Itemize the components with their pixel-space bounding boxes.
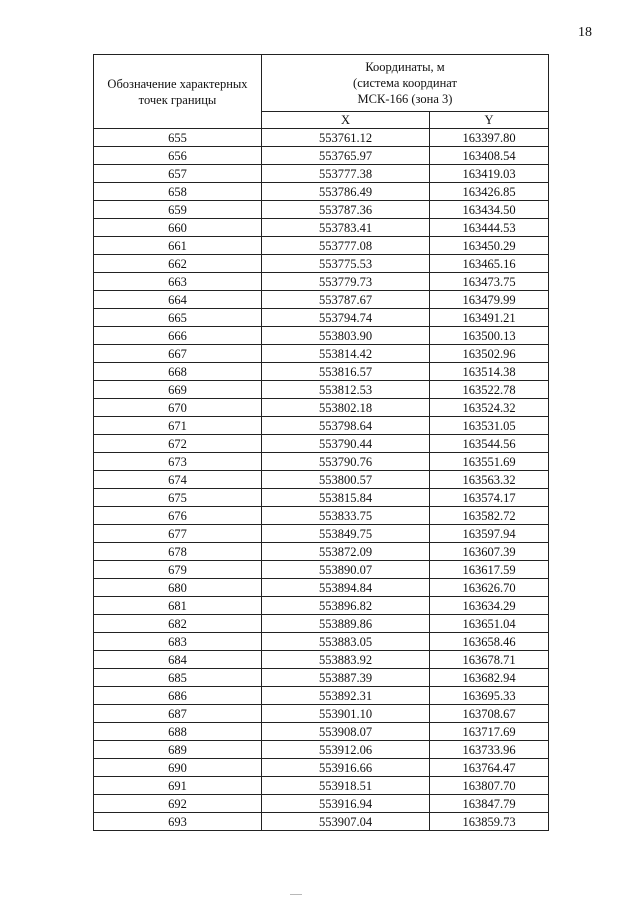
table-row bbox=[94, 471, 549, 489]
y-cell: 163733.96 bbox=[430, 741, 549, 759]
x-cell: 553883.92 bbox=[262, 651, 430, 669]
y-cell: 163717.69 bbox=[430, 723, 549, 741]
table-row bbox=[94, 651, 549, 669]
x-cell: 553787.67 bbox=[262, 291, 430, 309]
x-cell: 553786.49 bbox=[262, 183, 430, 201]
table-row bbox=[94, 543, 549, 561]
x-cell: 553787.36 bbox=[262, 201, 430, 219]
x-cell: 553901.10 bbox=[262, 705, 430, 723]
x-cell: 553765.97 bbox=[262, 147, 430, 165]
x-cell: 553849.75 bbox=[262, 525, 430, 543]
table-row bbox=[94, 759, 549, 777]
y-cell: 163434.50 bbox=[430, 201, 549, 219]
y-cell: 163597.94 bbox=[430, 525, 549, 543]
y-cell: 163678.71 bbox=[430, 651, 549, 669]
table-row bbox=[94, 597, 549, 615]
point-cell: 655 bbox=[94, 129, 262, 147]
y-cell: 163574.17 bbox=[430, 489, 549, 507]
y-cell: 163514.38 bbox=[430, 363, 549, 381]
header-coordinates-line1: Координаты, м bbox=[365, 60, 445, 74]
x-cell: 553803.90 bbox=[262, 327, 430, 345]
table-row bbox=[94, 165, 549, 183]
x-cell: 553894.84 bbox=[262, 579, 430, 597]
point-cell: 665 bbox=[94, 309, 262, 327]
table-row bbox=[94, 795, 549, 813]
y-cell: 163708.67 bbox=[430, 705, 549, 723]
table-row bbox=[94, 291, 549, 309]
x-cell: 553802.18 bbox=[262, 399, 430, 417]
footer-mark bbox=[290, 894, 302, 895]
table-body bbox=[94, 129, 549, 831]
table-row bbox=[94, 579, 549, 597]
table-row bbox=[94, 129, 549, 147]
table-row bbox=[94, 669, 549, 687]
x-cell: 553790.44 bbox=[262, 435, 430, 453]
point-cell: 663 bbox=[94, 273, 262, 291]
table-row bbox=[94, 219, 549, 237]
x-cell: 553794.74 bbox=[262, 309, 430, 327]
point-cell: 671 bbox=[94, 417, 262, 435]
point-cell: 656 bbox=[94, 147, 262, 165]
point-cell: 692 bbox=[94, 795, 262, 813]
point-cell: 670 bbox=[94, 399, 262, 417]
point-cell: 658 bbox=[94, 183, 262, 201]
x-cell: 553908.07 bbox=[262, 723, 430, 741]
y-cell: 163502.96 bbox=[430, 345, 549, 363]
y-cell: 163491.21 bbox=[430, 309, 549, 327]
y-cell: 163397.80 bbox=[430, 129, 549, 147]
x-cell: 553916.94 bbox=[262, 795, 430, 813]
point-cell: 686 bbox=[94, 687, 262, 705]
x-cell: 553833.75 bbox=[262, 507, 430, 525]
table-row bbox=[94, 561, 549, 579]
x-cell: 553777.38 bbox=[262, 165, 430, 183]
table-row bbox=[94, 723, 549, 741]
y-cell: 163500.13 bbox=[430, 327, 549, 345]
point-cell: 682 bbox=[94, 615, 262, 633]
point-cell: 673 bbox=[94, 453, 262, 471]
point-cell: 664 bbox=[94, 291, 262, 309]
table-row bbox=[94, 777, 549, 795]
y-cell: 163522.78 bbox=[430, 381, 549, 399]
table-row bbox=[94, 507, 549, 525]
point-cell: 689 bbox=[94, 741, 262, 759]
y-cell: 163419.03 bbox=[430, 165, 549, 183]
y-cell: 163551.69 bbox=[430, 453, 549, 471]
table-row bbox=[94, 273, 549, 291]
table-row bbox=[94, 705, 549, 723]
x-cell: 553912.06 bbox=[262, 741, 430, 759]
table-row bbox=[94, 327, 549, 345]
table-header bbox=[94, 55, 549, 129]
table-row bbox=[94, 183, 549, 201]
point-cell: 688 bbox=[94, 723, 262, 741]
x-cell: 553896.82 bbox=[262, 597, 430, 615]
y-cell: 163465.16 bbox=[430, 255, 549, 273]
x-cell: 553890.07 bbox=[262, 561, 430, 579]
point-cell: 672 bbox=[94, 435, 262, 453]
point-cell: 662 bbox=[94, 255, 262, 273]
x-cell: 553918.51 bbox=[262, 777, 430, 795]
table-row bbox=[94, 345, 549, 363]
table-row bbox=[94, 435, 549, 453]
point-cell: 691 bbox=[94, 777, 262, 795]
table-row bbox=[94, 741, 549, 759]
point-cell: 684 bbox=[94, 651, 262, 669]
table-row bbox=[94, 813, 549, 831]
x-cell: 553779.73 bbox=[262, 273, 430, 291]
x-cell: 553775.53 bbox=[262, 255, 430, 273]
x-cell: 553790.76 bbox=[262, 453, 430, 471]
y-cell: 163444.53 bbox=[430, 219, 549, 237]
y-cell: 163764.47 bbox=[430, 759, 549, 777]
y-cell: 163479.99 bbox=[430, 291, 549, 309]
y-cell: 163617.59 bbox=[430, 561, 549, 579]
y-cell: 163450.29 bbox=[430, 237, 549, 255]
point-cell: 681 bbox=[94, 597, 262, 615]
x-cell: 553916.66 bbox=[262, 759, 430, 777]
point-cell: 678 bbox=[94, 543, 262, 561]
point-cell: 683 bbox=[94, 633, 262, 651]
x-cell: 553907.04 bbox=[262, 813, 430, 831]
header-point-name: Обозначение характерных точек границы bbox=[94, 55, 262, 129]
point-cell: 659 bbox=[94, 201, 262, 219]
table-row bbox=[94, 309, 549, 327]
point-cell: 687 bbox=[94, 705, 262, 723]
point-cell: 660 bbox=[94, 219, 262, 237]
table-row bbox=[94, 453, 549, 471]
point-cell: 668 bbox=[94, 363, 262, 381]
y-cell: 163695.33 bbox=[430, 687, 549, 705]
point-cell: 679 bbox=[94, 561, 262, 579]
x-cell: 553814.42 bbox=[262, 345, 430, 363]
table-row bbox=[94, 417, 549, 435]
x-cell: 553798.64 bbox=[262, 417, 430, 435]
x-cell: 553783.41 bbox=[262, 219, 430, 237]
y-cell: 163807.70 bbox=[430, 777, 549, 795]
point-cell: 666 bbox=[94, 327, 262, 345]
table-row bbox=[94, 381, 549, 399]
table-row bbox=[94, 633, 549, 651]
y-cell: 163682.94 bbox=[430, 669, 549, 687]
y-cell: 163408.54 bbox=[430, 147, 549, 165]
y-cell: 163582.72 bbox=[430, 507, 549, 525]
y-cell: 163847.79 bbox=[430, 795, 549, 813]
x-cell: 553815.84 bbox=[262, 489, 430, 507]
header-coordinates-line3: МСК-166 (зона 3) bbox=[357, 92, 453, 106]
table-row bbox=[94, 489, 549, 507]
table-row bbox=[94, 525, 549, 543]
point-cell: 677 bbox=[94, 525, 262, 543]
x-cell: 553889.86 bbox=[262, 615, 430, 633]
y-cell: 163563.32 bbox=[430, 471, 549, 489]
header-coordinates-line2: (система координат bbox=[353, 76, 457, 90]
y-cell: 163607.39 bbox=[430, 543, 549, 561]
x-cell: 553887.39 bbox=[262, 669, 430, 687]
header-coordinates bbox=[262, 55, 549, 112]
header-y: Y bbox=[430, 112, 549, 129]
x-cell: 553872.09 bbox=[262, 543, 430, 561]
point-cell: 685 bbox=[94, 669, 262, 687]
y-cell: 163859.73 bbox=[430, 813, 549, 831]
table-row bbox=[94, 363, 549, 381]
table-row bbox=[94, 147, 549, 165]
page-number: 18 bbox=[578, 25, 592, 40]
table-row bbox=[94, 237, 549, 255]
table-row bbox=[94, 201, 549, 219]
table-row bbox=[94, 255, 549, 273]
y-cell: 163531.05 bbox=[430, 417, 549, 435]
header-x: X bbox=[262, 112, 430, 129]
point-cell: 669 bbox=[94, 381, 262, 399]
y-cell: 163626.70 bbox=[430, 579, 549, 597]
point-cell: 680 bbox=[94, 579, 262, 597]
point-cell: 657 bbox=[94, 165, 262, 183]
point-cell: 675 bbox=[94, 489, 262, 507]
table-row bbox=[94, 687, 549, 705]
table-row bbox=[94, 399, 549, 417]
x-cell: 553777.08 bbox=[262, 237, 430, 255]
point-cell: 661 bbox=[94, 237, 262, 255]
point-cell: 674 bbox=[94, 471, 262, 489]
y-cell: 163544.56 bbox=[430, 435, 549, 453]
y-cell: 163524.32 bbox=[430, 399, 549, 417]
x-cell: 553800.57 bbox=[262, 471, 430, 489]
point-cell: 693 bbox=[94, 813, 262, 831]
y-cell: 163634.29 bbox=[430, 597, 549, 615]
x-cell: 553816.57 bbox=[262, 363, 430, 381]
x-cell: 553812.53 bbox=[262, 381, 430, 399]
point-cell: 676 bbox=[94, 507, 262, 525]
table-row bbox=[94, 615, 549, 633]
point-cell: 690 bbox=[94, 759, 262, 777]
x-cell: 553761.12 bbox=[262, 129, 430, 147]
y-cell: 163473.75 bbox=[430, 273, 549, 291]
point-cell: 667 bbox=[94, 345, 262, 363]
y-cell: 163651.04 bbox=[430, 615, 549, 633]
x-cell: 553883.05 bbox=[262, 633, 430, 651]
coordinates-table bbox=[93, 54, 549, 831]
y-cell: 163426.85 bbox=[430, 183, 549, 201]
y-cell: 163658.46 bbox=[430, 633, 549, 651]
x-cell: 553892.31 bbox=[262, 687, 430, 705]
